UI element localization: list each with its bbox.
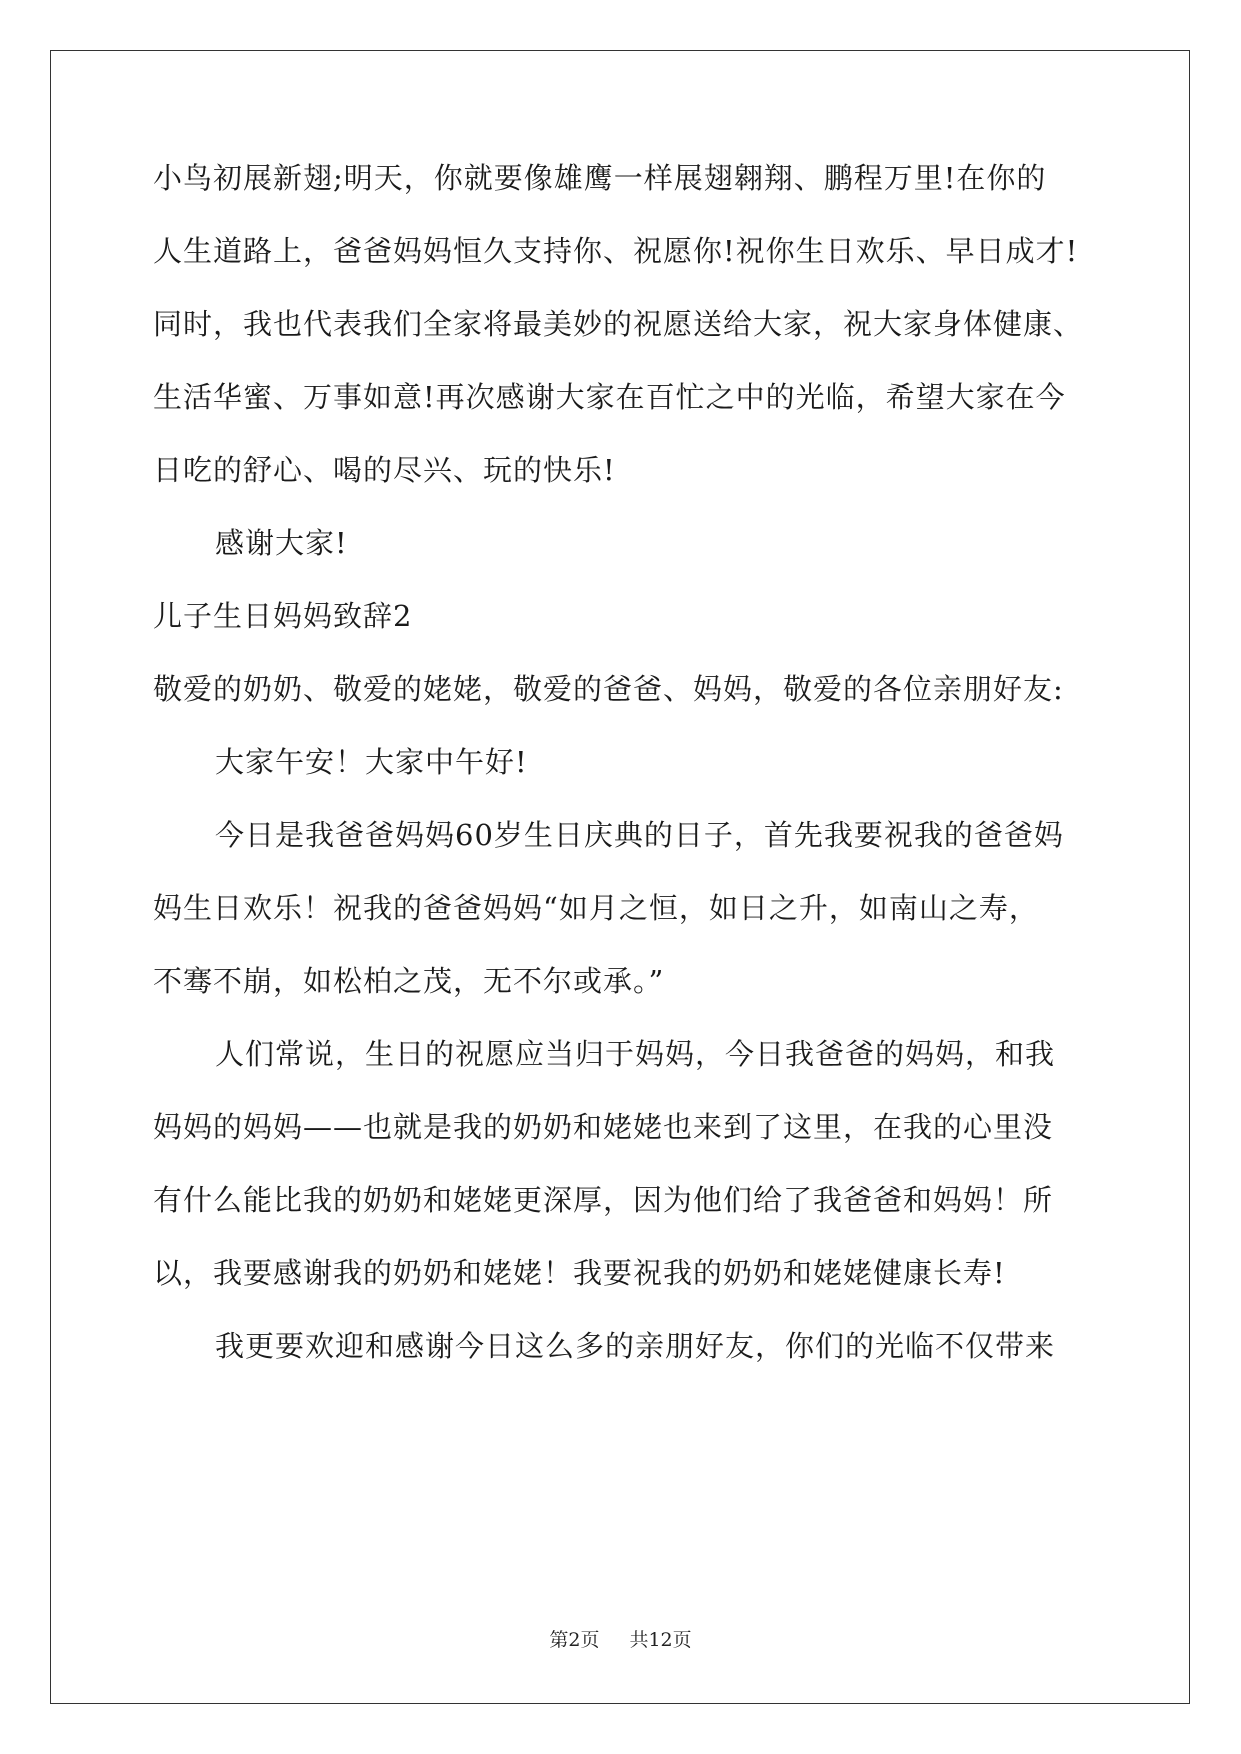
page-footer [0,1625,1241,1652]
text-line: 妈生日欢乐！祝我的爸爸妈妈“如月之恒，如日之升，如南山之寿， [153,891,1039,925]
text-line: 人生道路上，爸爸妈妈恒久支持你、祝愿你!祝你生日欢乐、早日成才! [153,234,1079,268]
text-line: 以，我要感谢我的奶奶和姥姥！我要祝我的奶奶和姥姥健康长寿! [153,1256,1006,1290]
salutation-line: 敬爱的奶奶、敬爱的姥姥，敬爱的爸爸、妈妈，敬爱的各位亲朋好友: [153,672,1064,706]
text-line: 同时，我也代表我们全家将最美妙的祝愿送给大家，祝大家身体健康、 [153,307,1084,341]
text-line: 我更要欢迎和感谢今日这么多的亲朋好友，你们的光临不仅带来 [215,1329,1056,1363]
text-line: 人们常说，生日的祝愿应当归于妈妈，今日我爸爸的妈妈，和我 [215,1037,1056,1071]
text-line: 有什么能比我的奶奶和姥姥更深厚，因为他们给了我爸爸和妈妈！所 [153,1183,1054,1217]
text-line: 妈妈的妈妈——也就是我的奶奶和姥姥也来到了这里，在我的心里没 [153,1110,1054,1144]
text-line: 生活华蜜、万事如意!再次感谢大家在百忙之中的光临，希望大家在今 [153,380,1066,414]
text-line: 小鸟初展新翅;明天，你就要像雄鹰一样展翅翱翔、鹏程万里!在你的 [153,161,1047,195]
text-line: 大家午安！大家中午好! [215,745,528,779]
page-number: 第2页 [549,1629,600,1651]
page-border [50,50,1190,1704]
page-total: 共12页 [629,1629,692,1651]
text-line: 日吃的舒心、喝的尽兴、玩的快乐! [153,453,616,487]
text-line: 今日是我爸爸妈妈60岁生日庆典的日子，首先我要祝我的爸爸妈 [215,818,1064,852]
text-line: 不骞不崩，如松柏之茂，无不尔或承。” [153,964,665,998]
text-line: 感谢大家! [215,526,348,560]
section-heading: 儿子生日妈妈致辞2 [153,599,413,633]
